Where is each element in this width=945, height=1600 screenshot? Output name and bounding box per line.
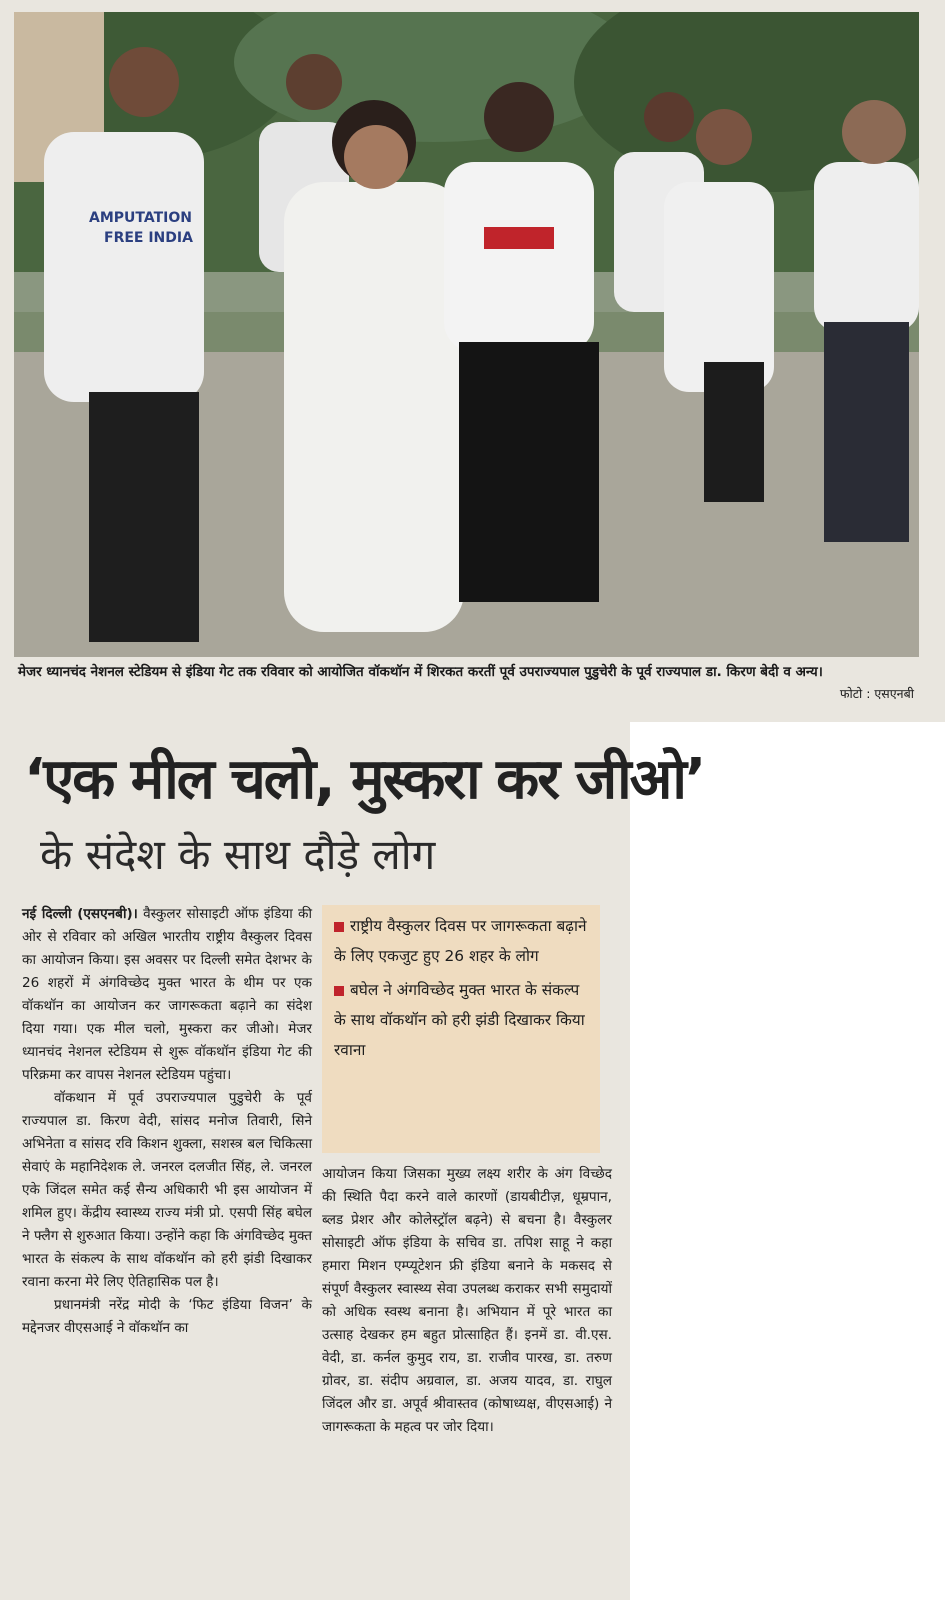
headline-line-1: ‘एक मील चलो, मुस्करा कर जीओ’ [24, 747, 705, 812]
square-bullet-icon [334, 922, 344, 932]
article-column-2 [322, 1163, 612, 1439]
photo-credit: फोटो : एसएनबी [839, 686, 914, 701]
news-photo [14, 12, 919, 657]
dateline: नई दिल्ली (एसएनबी)। [22, 906, 138, 922]
paragraph-1-text: वैस्कुलर सोसाइटी ऑफ इंडिया की ओर से रविवार को अखिल भारतीय राष्ट्रीय वैस्कुलर दिवस का आयोजन किया। इस अवसर पर दिल्ली समेत देशभर के 26 शहरों में अंगविच्छेद मुक्त भारत के थीम पर एक वॉकथॉन का आयोजन कर जागरूकता बढ़ाने का संदेश दिया गया। एक मील चलो, मुस्करा कर जीओ। मेजर ध्यानचंद नेशनल स्टेडियम से शुरू वॉकथॉन इंडिया गेट की परिक्रमा कर वापस नेशनल स्टेडियम पहुंचा। [22, 906, 312, 1083]
caption-text: मेजर ध्यानचंद नेशनल स्टेडियम से इंडिया गेट तक रविवार को आयोजित वॉकथॉन में शिरकत करतीं पूर्व उपराज्यपाल पुडुचेरी के पूर्व राज्यपाल डा. किरण बेदी व अन्य। [18, 664, 823, 680]
highlight-item [334, 911, 594, 971]
article-column-1 [22, 903, 312, 1340]
headline-line-2: के संदेश के साथ दौड़े लोग [40, 830, 436, 879]
tshirt-text-1: AMPUTATION [89, 210, 192, 226]
highlight-text: बघेल ने अंगविच्छेद मुक्त भारत के संकल्प के साथ वॉकथॉन को हरी झंडी दिखाकर किया रवाना [334, 981, 585, 1059]
article-paragraph-1 [22, 903, 312, 1087]
article-paragraph-3: प्रधानमंत्री नरेंद्र मोदी के ‘फिट इंडिया विजन’ के मद्देनजर वीएसआई ने वॉकथॉन का [22, 1297, 312, 1336]
tshirt-text-2: FREE INDIA [104, 230, 193, 246]
square-bullet-icon [334, 986, 344, 996]
highlight-item [334, 975, 594, 1065]
article-paragraph-2: वॉकथान में पूर्व उपराज्यपाल पुडुचेरी के पूर्व राज्यपाल डा. किरण वेदी, सांसद मनोज तिवारी, सिने अभिनेता व सांसद रवि किशन शुक्ला, सशस्त्र बल चिकित्सा सेवाएं के महानिदेशक ले. जनरल दलजीत सिंह, ले. जनरल एके जिंदल समेत कई सैन्य अधिकारी भी इस आयोजन में शमिल हुए। केंद्रीय स्वास्थ्य राज्य मंत्री प्रो. एसपी सिंह बघेल ने फ्लैग से शुरुआत किया। उन्होंने कहा कि अंगविच्छेद मुक्त भारत के संकल्प के साथ वॉकथॉन को हरी झंडी दिखाकर रवाना करना मेरे लिए ऐतिहासिक पल है। [22, 1090, 312, 1290]
highlights-box [322, 905, 600, 1153]
highlight-text: राष्ट्रीय वैस्कुलर दिवस पर जागरूकता बढ़ाने के लिए एकजुट हुए 26 शहर के लोग [334, 917, 587, 965]
article-paragraph-4: आयोजन किया जिसका मुख्य लक्ष्य शरीर के अंग विच्छेद की स्थिति पैदा करने वाले कारणों (डायबीटीज़, धूम्रपान, ब्लड प्रेशर और कोलेस्ट्रॉल बढ़ने) से बचना है। वैस्कुलर सोसाइटी ऑफ इंडिया के सचिव डा. तपिश साहू ने कहा हमारा मिशन एम्प्यूटेशन फ्री इंडिया बनाने के मकसद से संपूर्ण वैस्कुलर स्वास्थ्य सेवा उपलब्ध कराकर सभी समुदायों को अधिक स्वस्थ बनाना है। अभियान में पूरे भारत का उत्साह देखकर हम बहुत प्रोत्साहित हैं। इनमें डा. वी.एस. वेदी, डा. कर्नल कुमुद राय, डा. राजीव पारख, डा. तरुण ग्रोवर, डा. संदीप अग्रवाल, डा. अजय यादव, डा. राघुल जिंदल और डा. अपूर्व श्रीवास्तव (कोषाध्यक्ष, वीएसआई) ने जागरूकता के महत्व पर जोर दिया। [322, 1166, 612, 1435]
photo-caption [18, 662, 918, 701]
